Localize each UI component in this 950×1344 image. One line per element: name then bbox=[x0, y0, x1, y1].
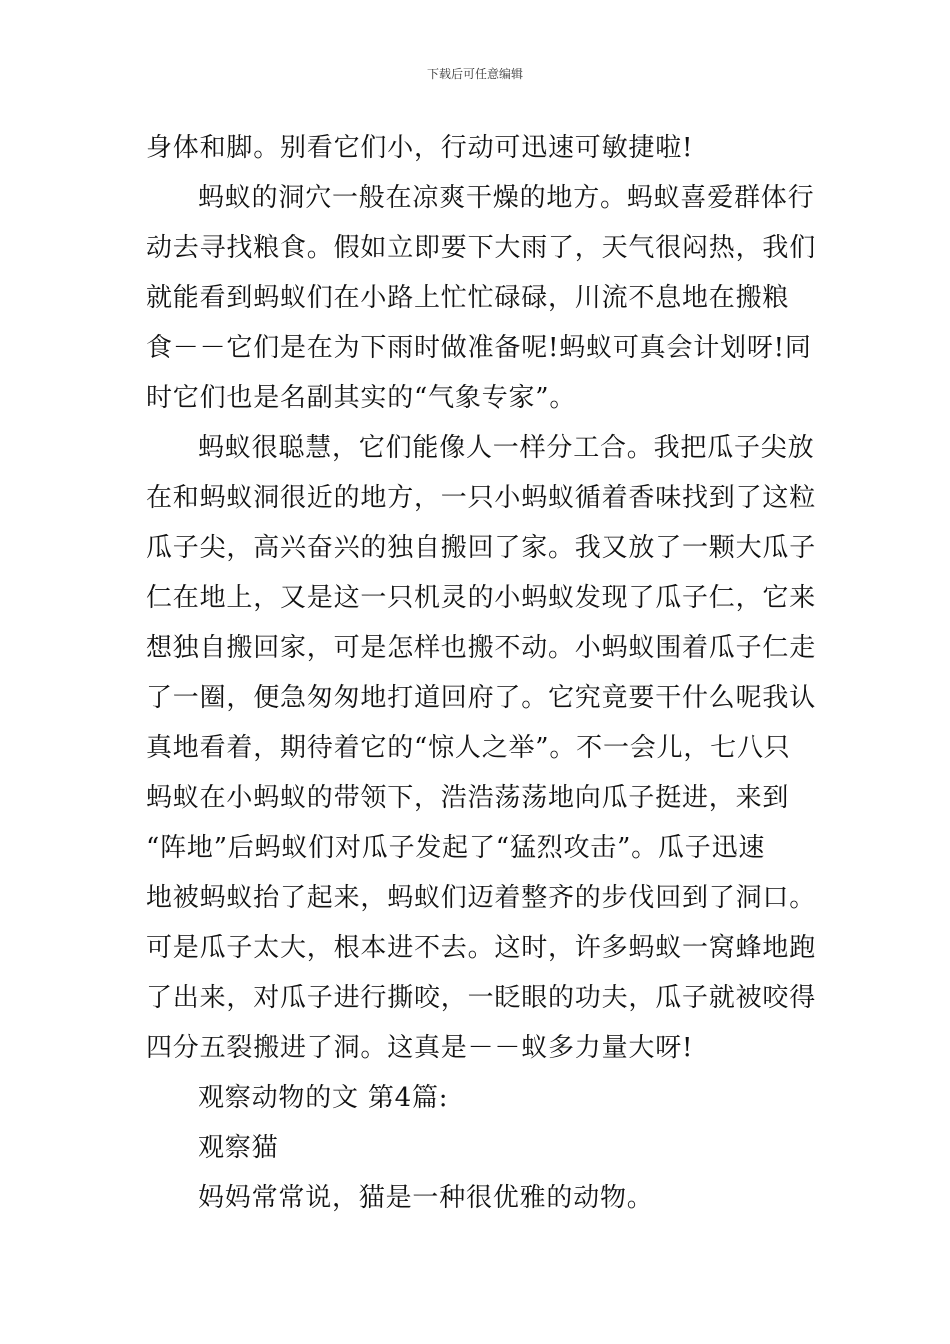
text-line: 四分五裂搬进了洞。这真是－－蚁多力量大呀! bbox=[146, 1033, 694, 1063]
text-line: 在和蚂蚁洞很近的地方，一只小蚂蚁循着香味找到了这粒 bbox=[146, 483, 817, 513]
text-line: 仁在地上，又是这一只机灵的小蚂蚁发现了瓜子仁，它来 bbox=[146, 583, 817, 613]
text-line: 蚂蚁的洞穴一般在凉爽干燥的地方。蚂蚁喜爱群体行 bbox=[198, 183, 815, 213]
page-header: 下载后可任意编辑 bbox=[426, 67, 523, 81]
text-line: 蚂蚁在小蚂蚁的带领下，浩浩荡荡地向瓜子挺进，来到 bbox=[146, 783, 790, 813]
text-line: 就能看到蚂蚁们在小路上忙忙碌碌，川流不息地在搬粮 bbox=[146, 283, 790, 313]
text-line: 食－－它们是在为下雨时做准备呢!蚂蚁可真会计划呀!同 bbox=[146, 333, 812, 363]
text-line: 身体和脚。别看它们小，行动可迅速可敏捷啦! bbox=[146, 133, 694, 163]
text-line: “阵地”后蚂蚁们对瓜子发起了“猛烈攻击”。瓜子迅速 bbox=[146, 833, 766, 863]
text-line: 动去寻找粮食。假如立即要下大雨了，天气很闷热，我们 bbox=[146, 233, 817, 263]
text-line: 可是瓜子太大，根本进不去。这时，许多蚂蚁一窝蜂地跑 bbox=[146, 933, 817, 963]
article-title: 观察猫 bbox=[198, 1133, 279, 1163]
text-line: 蚂蚁很聪慧，它们能像人一样分工合。我把瓜子尖放 bbox=[198, 433, 815, 463]
text-line: 了出来，对瓜子进行撕咬，一眨眼的功夫，瓜子就被咬得 bbox=[146, 983, 817, 1013]
text-line: 瓜子尖，高兴奋兴的独自搬回了家。我又放了一颗大瓜子 bbox=[146, 533, 817, 563]
text-line: 地被蚂蚁抬了起来，蚂蚁们迈着整齐的步伐回到了洞口。 bbox=[146, 883, 817, 913]
text-line: 真地看着，期待着它的“惊人之举”。不一会儿，七八只 bbox=[146, 733, 791, 763]
text-line: 时它们也是名副其实的“气象专家”。 bbox=[146, 383, 577, 413]
section-heading: 观察动物的文 第4篇: bbox=[198, 1083, 449, 1113]
text-line: 了一圈，便急匆匆地打道回府了。它究竟要干什么呢我认 bbox=[146, 683, 817, 713]
text-line: 想独自搬回家，可是怎样也搬不动。小蚂蚁围着瓜子仁走 bbox=[146, 633, 817, 663]
text-line: 妈妈常常说，猫是一种很优雅的动物。 bbox=[198, 1183, 654, 1213]
